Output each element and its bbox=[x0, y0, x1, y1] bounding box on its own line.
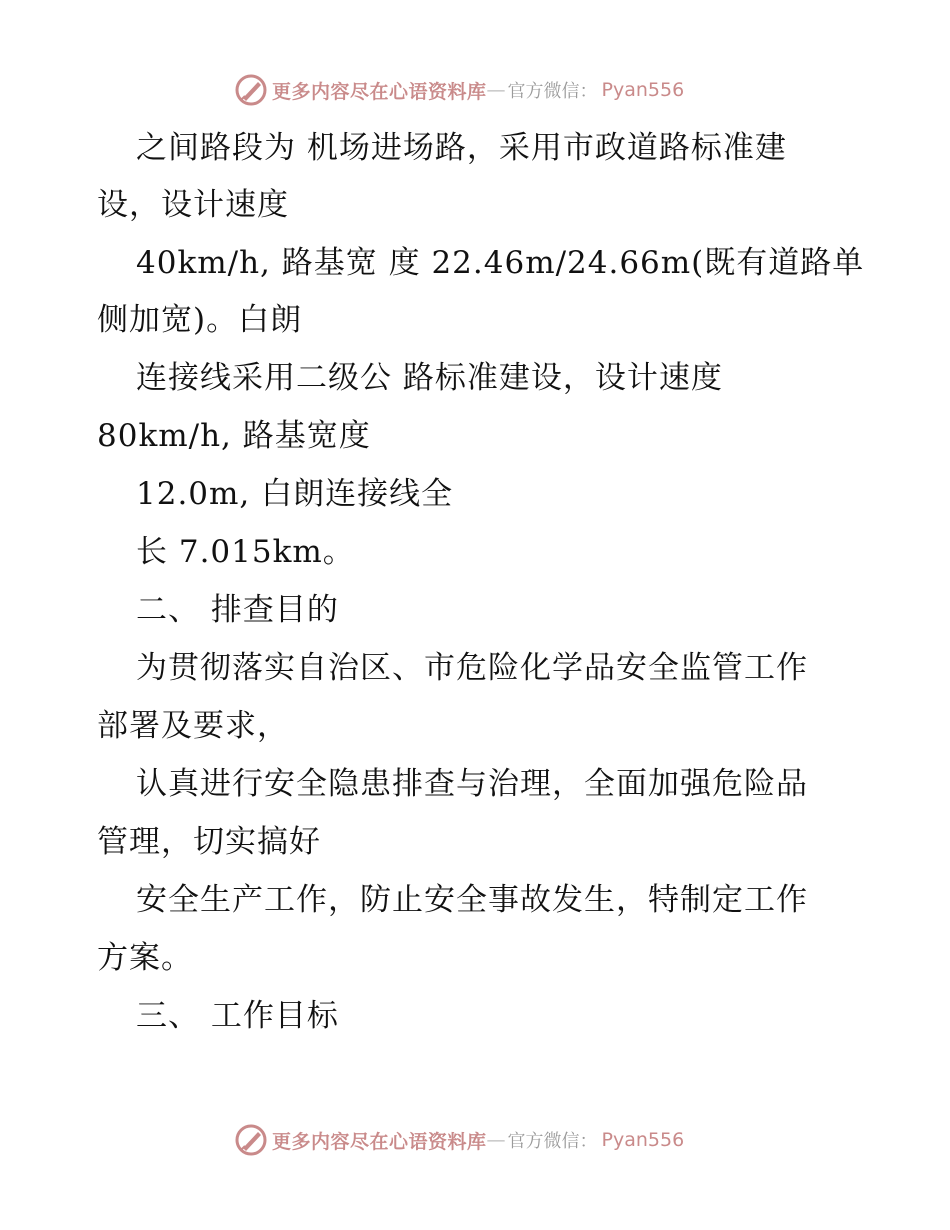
text-line: 80km/h, 路基宽度 bbox=[97, 418, 371, 454]
banner-wechat-id: Pyan556 bbox=[601, 1129, 685, 1151]
text-line: 长 7.015km。 bbox=[136, 534, 355, 570]
footer-banner bbox=[234, 1122, 684, 1158]
banner-label: 官方微信： bbox=[507, 81, 598, 102]
text-line: 部署及要求， bbox=[97, 708, 289, 744]
banner-label: 官方微信： bbox=[507, 1131, 598, 1152]
text-line: 设，设计速度 bbox=[97, 187, 289, 223]
text-line: 40km/h, 路基宽 度 22.46m/24.66m(既有道路单 bbox=[136, 245, 865, 281]
text-line: 管理，切实搞好 bbox=[97, 824, 321, 860]
quill-pen-logo-icon bbox=[234, 73, 268, 107]
text-line: 认真进行安全隐患排查与治理，全面加强危险品 bbox=[136, 766, 808, 802]
banner-wechat-id: Pyan556 bbox=[601, 79, 685, 101]
text-line: 方案。 bbox=[97, 940, 193, 976]
banner-text: 更多内容尽在心语资料库 bbox=[272, 1130, 487, 1153]
banner-separator: — bbox=[486, 1129, 506, 1151]
text-line: 安全生产工作，防止安全事故发生，特制定工作 bbox=[136, 882, 808, 918]
section-heading: 二、 排查目的 bbox=[136, 592, 339, 628]
text-line: 为贯彻落实自治区、市危险化学品安全监管工作 bbox=[136, 650, 808, 686]
text-line: 连接线采用二级公 路标准建设，设计速度 bbox=[136, 360, 723, 396]
header-banner bbox=[234, 72, 684, 108]
text-line: 之间路段为 机场进场路，采用市政道路标准建 bbox=[136, 130, 787, 166]
banner-text: 更多内容尽在心语资料库 bbox=[272, 80, 487, 103]
text-line: 12.0m, 白朗连接线全 bbox=[136, 476, 454, 512]
banner-separator: — bbox=[486, 79, 506, 101]
quill-pen-logo-icon bbox=[234, 1123, 268, 1157]
section-heading: 三、 工作目标 bbox=[136, 998, 339, 1034]
text-line: 侧加宽)。白朗 bbox=[97, 302, 303, 338]
